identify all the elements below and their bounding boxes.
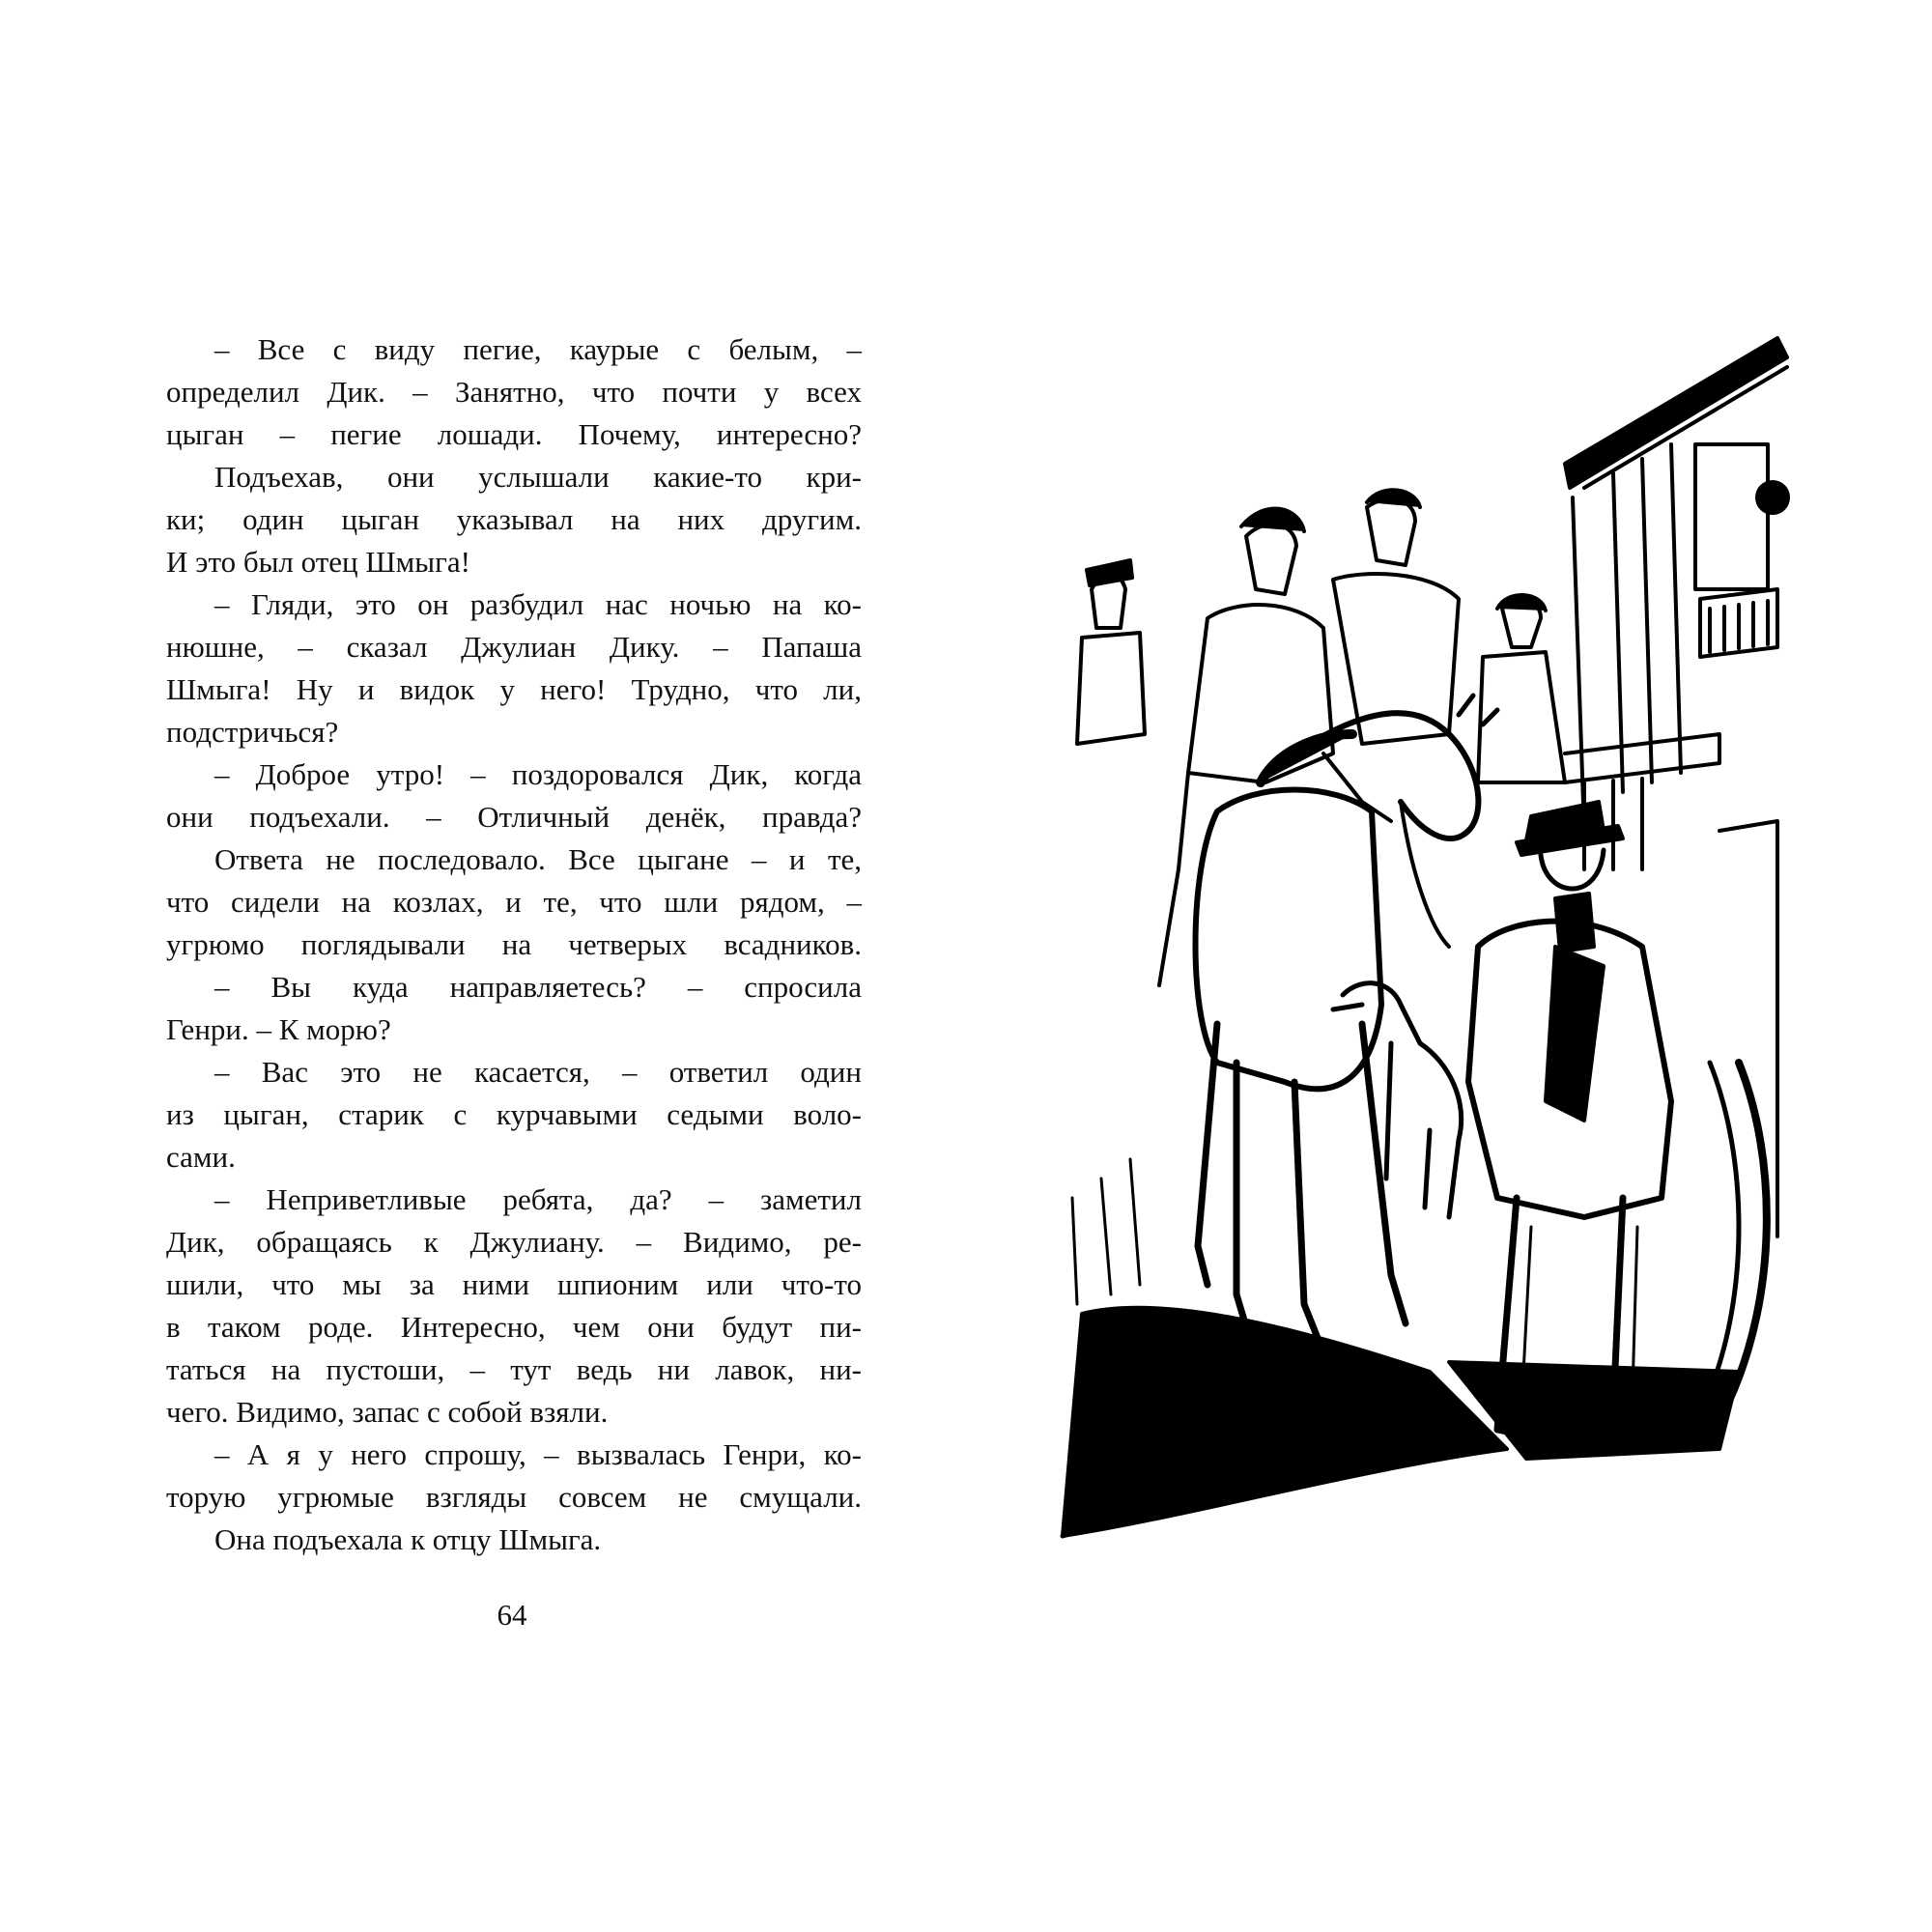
text-line: – А я у него спрошу, – вызвалась Генри, ко- [214, 1437, 862, 1471]
text-line: – Все с виду пегие, каурые с белым, – [214, 332, 862, 366]
text-line: сами. [166, 1140, 236, 1174]
text-line: нюшне, – сказал Джулиан Дику. – Папаша [166, 630, 862, 664]
text-line: в таком роде. Интересно, чем они будут пи- [166, 1310, 862, 1344]
rider-figure-right [1333, 490, 1459, 744]
text-line: из цыган, старик с курчавыми седыми воло- [166, 1097, 862, 1131]
text-line: цыган – пегие лошади. Почему, интересно? [166, 417, 862, 451]
text-line: Шмыга! Ну и видок у него! Трудно, что ли, [166, 672, 862, 706]
illustration [1043, 328, 1797, 1541]
page-number: 64 [497, 1598, 527, 1632]
ground-shadow [1063, 1159, 1739, 1536]
text-line: угрюмо поглядывали на четверых всадников. [166, 927, 862, 961]
text-line: таться на пустоши, – тут ведь ни лавок, ни- [166, 1352, 862, 1386]
rider-figure-left [1077, 560, 1145, 744]
text-line: – Вы куда направляетесь? – спросила [214, 970, 862, 1004]
body-text [166, 328, 862, 1561]
text-line: И это был отец Шмыга! [166, 545, 470, 579]
text-line: Подъехав, они услышали какие-то кри- [214, 460, 862, 494]
text-line: – Неприветливые ребята, да? – заметил [214, 1182, 862, 1216]
rider-figure-back [1478, 595, 1565, 782]
text-line: Она подъехала к отцу Шмыга. [214, 1522, 602, 1556]
dog [1333, 983, 1462, 1217]
text-line: что сидели на козлах, и те, что шли рядом, – [166, 885, 862, 919]
text-line: Ответа не последовало. Все цыгане – и те, [214, 842, 862, 876]
text-line: торую угрюмые взгляды совсем не смущали. [166, 1480, 862, 1514]
text-line: Дик, обращаясь к Джулиану. – Видимо, ре- [166, 1225, 862, 1259]
text-line: – Вас это не касается, – ответил один [214, 1055, 862, 1089]
text-line: ки; один цыган указывал на них другим. [166, 502, 862, 536]
text-line: Генри. – К морю? [166, 1012, 391, 1046]
text-line: шили, что мы за ними шпионим или что-то [166, 1267, 862, 1301]
text-line: подстричься? [166, 715, 339, 749]
text-line: они подъехали. – Отличный денёк, правда? [166, 800, 862, 834]
walking-man [1468, 802, 1671, 1439]
text-line: определил Дик. – Занятно, что почти у всех [166, 375, 862, 409]
text-line: – Доброе утро! – поздоровался Дик, когда [214, 757, 862, 791]
horse [1196, 696, 1498, 1352]
text-line: – Гляди, это он разбудил нас ночью на ко- [214, 587, 862, 621]
text-line: чего. Видимо, запас с собой взяли. [166, 1395, 609, 1429]
